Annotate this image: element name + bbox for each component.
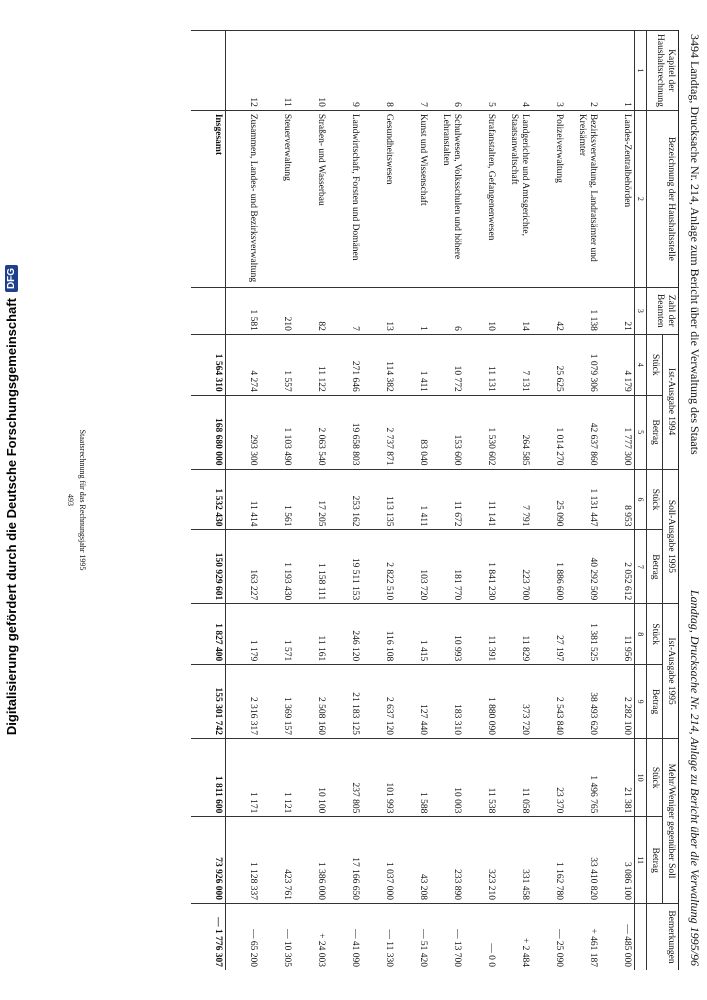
cell-a1: 4 274: [225, 334, 260, 395]
table-row: [464, 31, 498, 971]
sidebar-credit-text: Digitalisierung gefördert durch die Deutsche Forschungsgemeinschaft: [3, 298, 19, 736]
cell-b4: 1 037 000: [362, 817, 396, 904]
cell-b2: 19 511 153: [328, 530, 362, 604]
cell-a4: 10 003: [430, 739, 464, 817]
cell-b3: 2 508 160: [294, 665, 328, 739]
cell-a3: 1 179: [225, 604, 260, 665]
cell-a2: 1 532 430: [191, 469, 226, 530]
table-row: [396, 31, 430, 971]
cell-a4: 1 121: [260, 739, 294, 817]
cell-b2: 2 052 612: [600, 530, 635, 604]
footnote: Staatsrechnung für das Rechnungsjahr 1995: [78, 429, 87, 571]
cell-idx: 3: [532, 31, 566, 111]
cell-a4: 21 381: [600, 739, 635, 817]
total-row: [191, 31, 226, 971]
cell-b2: 1 886 600: [532, 530, 566, 604]
cell-a2: 11 414: [225, 469, 260, 530]
cell-b1: 1 530 602: [464, 395, 498, 469]
cell-b3: 38 493 620: [566, 665, 600, 739]
cell-a2: 11 672: [430, 469, 464, 530]
cell-idx: 11: [260, 31, 294, 111]
cell-b3: 1 880 090: [464, 665, 498, 739]
cell-b4: 1 386 000: [294, 817, 328, 904]
cell-b4: 233 890: [430, 817, 464, 904]
cell-a2: 1 561: [260, 469, 294, 530]
cell-a3: 11 161: [294, 604, 328, 665]
cell-a4: 1 588: [396, 739, 430, 817]
cell-idx: 12: [225, 31, 260, 111]
cell-b3: 2 316 317: [225, 665, 260, 739]
cell-b2: 103 720: [396, 530, 430, 604]
cell-a4: 10 100: [294, 739, 328, 817]
cell-a3: 246 120: [328, 604, 362, 665]
cell-desc: Landes-Zentralbehörden: [600, 110, 635, 287]
column-number: 5: [634, 395, 646, 469]
cell-b3: 373 720: [498, 665, 532, 739]
cell-c9: — 41 090: [328, 904, 362, 971]
cell-b1: 42 637 860: [566, 395, 600, 469]
table-row: [600, 31, 635, 971]
cell-b3: 155 301 742: [191, 665, 226, 739]
header-left: 3494 Landtag, Drucksache Nr. 214, Anlage zum Bericht über die Verwaltung des Staats: [688, 34, 703, 455]
cell-b3: 127 440: [396, 665, 430, 739]
cell-a3: 11 829: [498, 604, 532, 665]
sub-header: Stück: [647, 469, 663, 530]
table-row: [362, 31, 396, 971]
cell-c9: — 11 330: [362, 904, 396, 971]
cell-b2: 163 227: [225, 530, 260, 604]
cell-b3: 183 310: [430, 665, 464, 739]
table-row: [498, 31, 532, 971]
column-number: 7: [634, 530, 646, 604]
cell-c9: — 51 420: [396, 904, 430, 971]
cell-a4: 1 496 765: [566, 739, 600, 817]
cell-b4: 73 926 000: [191, 817, 226, 904]
cell-b4: 423 761: [260, 817, 294, 904]
column-number: [634, 904, 646, 971]
cell-b2: 150 929 601: [191, 530, 226, 604]
cell-c1: 6: [430, 287, 464, 334]
cell-c1: 7: [328, 287, 362, 334]
cell-a4: 11 538: [464, 739, 498, 817]
cell-b2: 1 841 230: [464, 530, 498, 604]
cell-b4: 323 210: [464, 817, 498, 904]
cell-a1: 10 772: [430, 334, 464, 395]
cell-a1: 7 131: [498, 334, 532, 395]
cell-a3: 1 415: [396, 604, 430, 665]
cell-a1: 25 625: [532, 334, 566, 395]
column-number: 1: [634, 31, 646, 111]
cell-a3: 11 391: [464, 604, 498, 665]
cell-b2: 181 770: [430, 530, 464, 604]
cell-a2: 25 090: [532, 469, 566, 530]
sub-header: Stück: [647, 739, 663, 817]
cell-desc: Insgesamt: [191, 110, 226, 287]
cell-c9: + 24 003: [294, 904, 328, 971]
cell-a1: 1 564 310: [191, 334, 226, 395]
cell-c9: — 25 090: [532, 904, 566, 971]
cell-a1: 4 179: [600, 334, 635, 395]
budget-table: [191, 30, 679, 970]
column-number: 2: [634, 110, 646, 287]
cell-b2: 1 193 430: [260, 530, 294, 604]
column-number: 10: [634, 739, 646, 817]
cell-b2: 40 292 509: [566, 530, 600, 604]
cell-idx: 8: [362, 31, 396, 111]
column-number: 8: [634, 604, 646, 665]
cell-a3: 116 108: [362, 604, 396, 665]
table-row: [430, 31, 464, 971]
table-row: [328, 31, 362, 971]
cell-a3: 10 993: [430, 604, 464, 665]
cell-a2: 1 411: [396, 469, 430, 530]
col-remarks-header: Bemerkungen: [647, 904, 679, 971]
page-number: 493: [66, 494, 75, 506]
cell-desc: Schulwesen, Volksschulen und höhere Lehranstalten: [430, 110, 464, 287]
cell-c1: 1: [396, 287, 430, 334]
table-row: [260, 31, 294, 971]
cell-c1: 82: [294, 287, 328, 334]
cell-b1: 83 040: [396, 395, 430, 469]
cell-c1: 10: [464, 287, 498, 334]
column-number: 3: [634, 287, 646, 334]
cell-idx: 4: [498, 31, 532, 111]
cell-desc: Kunst und Wissenschaft: [396, 110, 430, 287]
cell-c9: + 461 187: [566, 904, 600, 971]
group1-header: Ist-Ausgabe 1994: [663, 334, 679, 469]
sub-header: Betrag: [647, 665, 663, 739]
cell-a2: 113 135: [362, 469, 396, 530]
cell-b4: 1 162 780: [532, 817, 566, 904]
cell-c1: 1 138: [566, 287, 600, 334]
cell-c1: 21: [600, 287, 635, 334]
cell-a4: 1 171: [225, 739, 260, 817]
cell-a1: 11 131: [464, 334, 498, 395]
cell-desc: Polizeiverwaltung: [532, 110, 566, 287]
dfg-logo: DFG: [5, 265, 18, 292]
cell-c1: 13: [362, 287, 396, 334]
cell-b3: 2 282 100: [600, 665, 635, 739]
cell-b3: 1 369 157: [260, 665, 294, 739]
cell-c1: 210: [260, 287, 294, 334]
cell-desc: Bezirksverwaltung, Landratsämter und Kreisämter: [566, 110, 600, 287]
table-row: [225, 31, 260, 971]
cell-desc: Zusammen, Landes- und Bezirksverwaltung: [225, 110, 260, 287]
cell-a4: 11 058: [498, 739, 532, 817]
rotated-table-page: [67, 30, 707, 970]
group4-header: Mehr/Weniger gegenüber Soll: [663, 739, 679, 904]
cell-idx: 6: [430, 31, 464, 111]
cell-desc: Landwirtschaft, Forsten und Domänen: [328, 110, 362, 287]
cell-c9: — 0 0: [464, 904, 498, 971]
cell-desc: Gesundheitswesen: [362, 110, 396, 287]
cell-idx: 7: [396, 31, 430, 111]
cell-c1: 14: [498, 287, 532, 334]
sub-header: Betrag: [647, 530, 663, 604]
cell-b1: 2 737 871: [362, 395, 396, 469]
cell-a3: 11 956: [600, 604, 635, 665]
sub-header: Stück: [647, 334, 663, 395]
cell-idx: [191, 31, 226, 111]
cell-a4: 101 993: [362, 739, 396, 817]
cell-desc: Straßen- und Wasserbau: [294, 110, 328, 287]
cell-b1: 19 658 803: [328, 395, 362, 469]
cell-a3: 1 827 400: [191, 604, 226, 665]
column-number: 6: [634, 469, 646, 530]
cell-c9: — 10 305: [260, 904, 294, 971]
column-number: 4: [634, 334, 646, 395]
cell-b4: 3 086 100: [600, 817, 635, 904]
cell-b1: 293 300: [225, 395, 260, 469]
cell-c1: 1 581: [225, 287, 260, 334]
table-row: [532, 31, 566, 971]
cell-idx: 5: [464, 31, 498, 111]
cell-a2: 8 953: [600, 469, 635, 530]
cell-a4: 237 805: [328, 739, 362, 817]
cell-b4: 17 166 650: [328, 817, 362, 904]
col-index-header: Kapitel der Haushaltsrechnung: [647, 31, 679, 111]
cell-b3: 2 543 840: [532, 665, 566, 739]
sub-header: Stück: [647, 604, 663, 665]
cell-b3: 21 183 125: [328, 665, 362, 739]
cell-a1: 1 557: [260, 334, 294, 395]
column-number: 9: [634, 665, 646, 739]
cell-a3: 27 197: [532, 604, 566, 665]
cell-a2: 253 162: [328, 469, 362, 530]
cell-a1: 1 411: [396, 334, 430, 395]
cell-b2: 1 158 111: [294, 530, 328, 604]
cell-a4: 23 370: [532, 739, 566, 817]
cell-a2: 17 205: [294, 469, 328, 530]
cell-c9: + 2 484: [498, 904, 532, 971]
col-count-header: Zahl der Beamten: [647, 287, 679, 334]
cell-desc: Strafanstalten, Gefangenenwesen: [464, 110, 498, 287]
cell-a1: 11 122: [294, 334, 328, 395]
col-description-header: Bezeichnung der Haushaltsstelle: [647, 110, 679, 287]
sub-header: Betrag: [647, 395, 663, 469]
cell-a1: 114 382: [362, 334, 396, 395]
cell-idx: 2: [566, 31, 600, 111]
cell-b4: 331 458: [498, 817, 532, 904]
cell-a3: 1 571: [260, 604, 294, 665]
cell-c1: [191, 287, 226, 334]
running-header: [683, 30, 707, 970]
cell-b2: 223 700: [498, 530, 532, 604]
cell-desc: Steuerverwaltung: [260, 110, 294, 287]
cell-a1: 1 079 306: [566, 334, 600, 395]
sub-header: Betrag: [647, 817, 663, 904]
cell-c9: — 13 700: [430, 904, 464, 971]
cell-a1: 271 646: [328, 334, 362, 395]
group3-header: Ist-Ausgabe 1995: [663, 604, 679, 739]
cell-b3: 2 637 120: [362, 665, 396, 739]
table-row: [294, 31, 328, 971]
cell-b1: 2 063 540: [294, 395, 328, 469]
cell-c9: — 65 200: [225, 904, 260, 971]
cell-c1: 42: [532, 287, 566, 334]
cell-c9: — 485 000: [600, 904, 635, 971]
cell-idx: 9: [328, 31, 362, 111]
cell-a3: 1 381 525: [566, 604, 600, 665]
column-number: 11: [634, 817, 646, 904]
cell-a4: 1 811 600: [191, 739, 226, 817]
cell-a2: 1 131 447: [566, 469, 600, 530]
cell-b4: 43 208: [396, 817, 430, 904]
cell-b1: 153 600: [430, 395, 464, 469]
cell-idx: 10: [294, 31, 328, 111]
sidebar-credit: [0, 0, 22, 1000]
cell-b1: 1 103 490: [260, 395, 294, 469]
cell-idx: 1: [600, 31, 635, 111]
table-row: [566, 31, 600, 971]
cell-b4: 33 410 820: [566, 817, 600, 904]
header-right: Landtag, Drucksache Nr. 214, Anlage zu Bericht über die Verwaltung 1995/96: [688, 589, 703, 966]
cell-b4: 1 128 337: [225, 817, 260, 904]
cell-a2: 11 141: [464, 469, 498, 530]
table-body: [191, 31, 635, 971]
cell-b1: 168 680 000: [191, 395, 226, 469]
cell-b2: 2 822 510: [362, 530, 396, 604]
cell-c9: — 1 776 307: [191, 904, 226, 971]
cell-b1: 1 777 300: [600, 395, 635, 469]
digitization-sidebar: [0, 0, 22, 1000]
cell-desc: Landgerichte und Amtsgerichte, Staatsanwaltschaft: [498, 110, 532, 287]
cell-a2: 7 791: [498, 469, 532, 530]
group2-header: Soll-Ausgabe 1995: [663, 469, 679, 604]
cell-b1: 264 585: [498, 395, 532, 469]
cell-b1: 1 014 270: [532, 395, 566, 469]
